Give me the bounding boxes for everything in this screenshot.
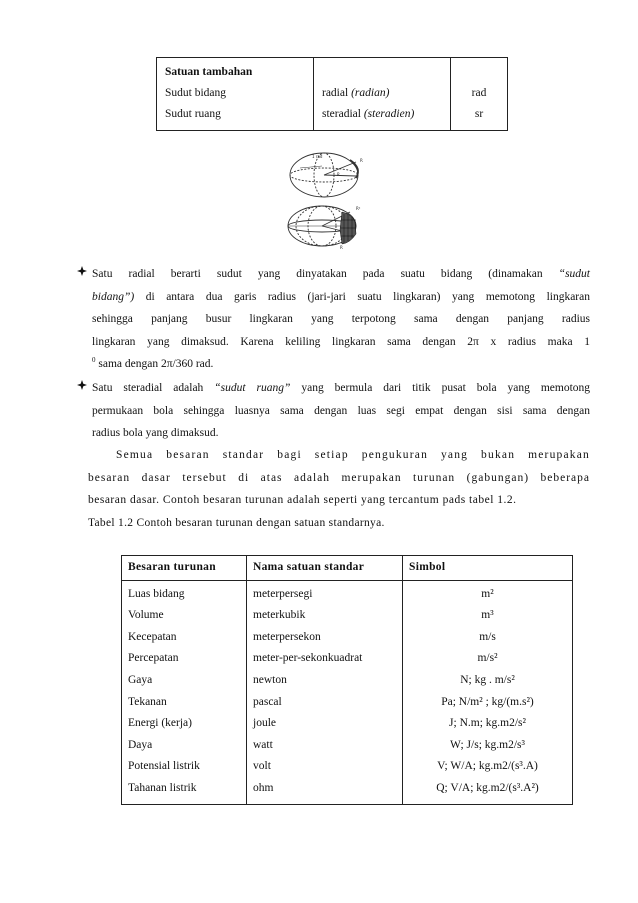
text-line — [92, 353, 590, 376]
table-cell: Tahanan listrik — [128, 781, 197, 794]
table-cell: W; J/s; kg.m2/s³ — [450, 738, 525, 751]
table-cell: ohm — [253, 781, 274, 794]
table-cell: V; W/A; kg.m2/(s³.A) — [437, 760, 538, 773]
text-line — [92, 286, 590, 309]
table-cell: Potensial listrik — [128, 760, 200, 773]
radian-steradian-figure — [282, 148, 372, 252]
table-cell: m³ — [481, 609, 494, 622]
text-line — [92, 263, 590, 286]
text-run: sama dengan 2π/360 rad. — [95, 358, 214, 370]
table-cell: meterpersegi — [253, 587, 313, 600]
radian-figure-label: R — [360, 158, 363, 163]
table-cell: Daya — [128, 738, 153, 751]
table-cell: meterpersekon — [253, 630, 321, 643]
text-line: radius bola yang dimaksud. — [92, 427, 219, 439]
derived-quantities-table — [121, 555, 573, 805]
italic-term: bidang”) — [92, 290, 135, 303]
table-cell: pascal — [253, 695, 282, 708]
bullet-steradian — [92, 377, 590, 445]
superscript: 0 — [92, 356, 96, 365]
text-line: lingkaran yang dimaksud. Karena keliling lingkaran sama dengan 2π x radius maka 1 — [92, 335, 590, 348]
radian-sphere-drawing — [290, 153, 358, 197]
table-cell: Volume — [128, 609, 164, 622]
quantity-cell: Sudut bidang — [165, 87, 227, 99]
table-cell: Gaya — [128, 673, 153, 686]
table-cell: Kecepatan — [128, 630, 177, 643]
text-run: Satu steradial adalah — [92, 382, 204, 394]
column-header: Simbol — [403, 556, 573, 581]
radian-figure-label: 1 rad — [312, 154, 323, 159]
quantity-cell: Sudut ruang — [165, 108, 221, 120]
steradian-patch — [340, 212, 356, 244]
text-line: besaran dasar tersebut di atas adalah merupakan turunan (gabungan) beberapa — [88, 471, 590, 484]
table-cell — [451, 58, 508, 131]
table-cell: meter-per-sekonkuadrat — [253, 652, 363, 665]
text-line: Semua besaran standar bagi setiap pengukuran yang bukan merupakan — [116, 449, 590, 461]
table-header-row — [122, 556, 573, 581]
table-cell: Tekanan — [128, 695, 167, 708]
unit-column — [247, 580, 403, 804]
symbol-cell: rad — [471, 87, 487, 99]
table-cell: m² — [481, 587, 494, 600]
column-header: Nama satuan standar — [247, 556, 403, 581]
steradian-figure-label: R — [340, 245, 343, 250]
table-cell: watt — [253, 738, 273, 751]
table-cell: Pa; N/m² ; kg/(m.s²) — [441, 695, 534, 708]
text-line: besaran dasar. Contoh besaran turunan adalah seperti yang tercantum pads tabel 1.2. — [88, 494, 517, 506]
symbol-column — [403, 580, 573, 804]
table-row — [157, 58, 508, 131]
italic-term: “sudut — [558, 268, 590, 280]
table-header: Satuan tambahan — [165, 66, 253, 78]
table-cell: Q; V/A; kg.m2/(s³.A²) — [436, 781, 539, 794]
unit-alt: (radian) — [351, 87, 390, 99]
column-header: Besaran turunan — [122, 556, 247, 581]
text-line — [92, 377, 590, 400]
table-cell — [314, 58, 451, 131]
table-cell: volt — [253, 760, 271, 773]
diamond-bullet-icon — [77, 380, 87, 390]
text-run: yang bermula dari titik pusat bola yang memotong — [301, 382, 591, 394]
diamond-bullet-icon — [77, 266, 87, 276]
table-cell: J; N.m; kg.m2/s² — [449, 717, 526, 730]
table-cell — [157, 58, 314, 131]
quantity-column — [122, 580, 247, 804]
table-body-row — [122, 580, 573, 804]
supplementary-units-table — [156, 57, 508, 131]
radian-figure-label: R — [337, 172, 340, 177]
unit-alt: (steradien) — [363, 108, 415, 120]
table-cell: newton — [253, 673, 287, 686]
text-line: permukaan bola sehingga luasnya sama dengan luas segi empat dengan sisi sama dengan — [92, 404, 590, 417]
bullet-radian — [92, 263, 590, 376]
table-cell: Energi (kerja) — [128, 717, 192, 730]
unit-cell: radial — [322, 87, 349, 99]
italic-term: “sudut ruang” — [214, 382, 291, 394]
table-cell: m/s² — [477, 652, 498, 665]
text-run: di antara dua garis radius (jari-jari suatu lingkaran) yang memotong lingkaran — [145, 290, 590, 303]
table-cell: N; kg . m/s² — [460, 673, 515, 686]
table-cell: Percepatan — [128, 652, 179, 665]
table-cell: m/s — [479, 630, 496, 643]
text-line: sehingga panjang busur lingkaran yang terpotong sama dengan panjang radius — [92, 313, 590, 325]
steradian-figure-label: R² — [356, 206, 361, 211]
unit-cell: steradial — [322, 108, 361, 120]
symbol-cell: sr — [474, 108, 484, 120]
table-cell: joule — [253, 717, 276, 730]
table-cell: meterkubik — [253, 609, 306, 622]
body-paragraph — [88, 444, 590, 534]
text-run: Satu radial berarti sudut yang dinyatakan pada suatu bidang (dinamakan — [92, 268, 543, 280]
table-cell: Luas bidang — [128, 587, 185, 600]
table-caption: Tabel 1.2 Contoh besaran turunan dengan satuan standarnya. — [88, 516, 385, 529]
